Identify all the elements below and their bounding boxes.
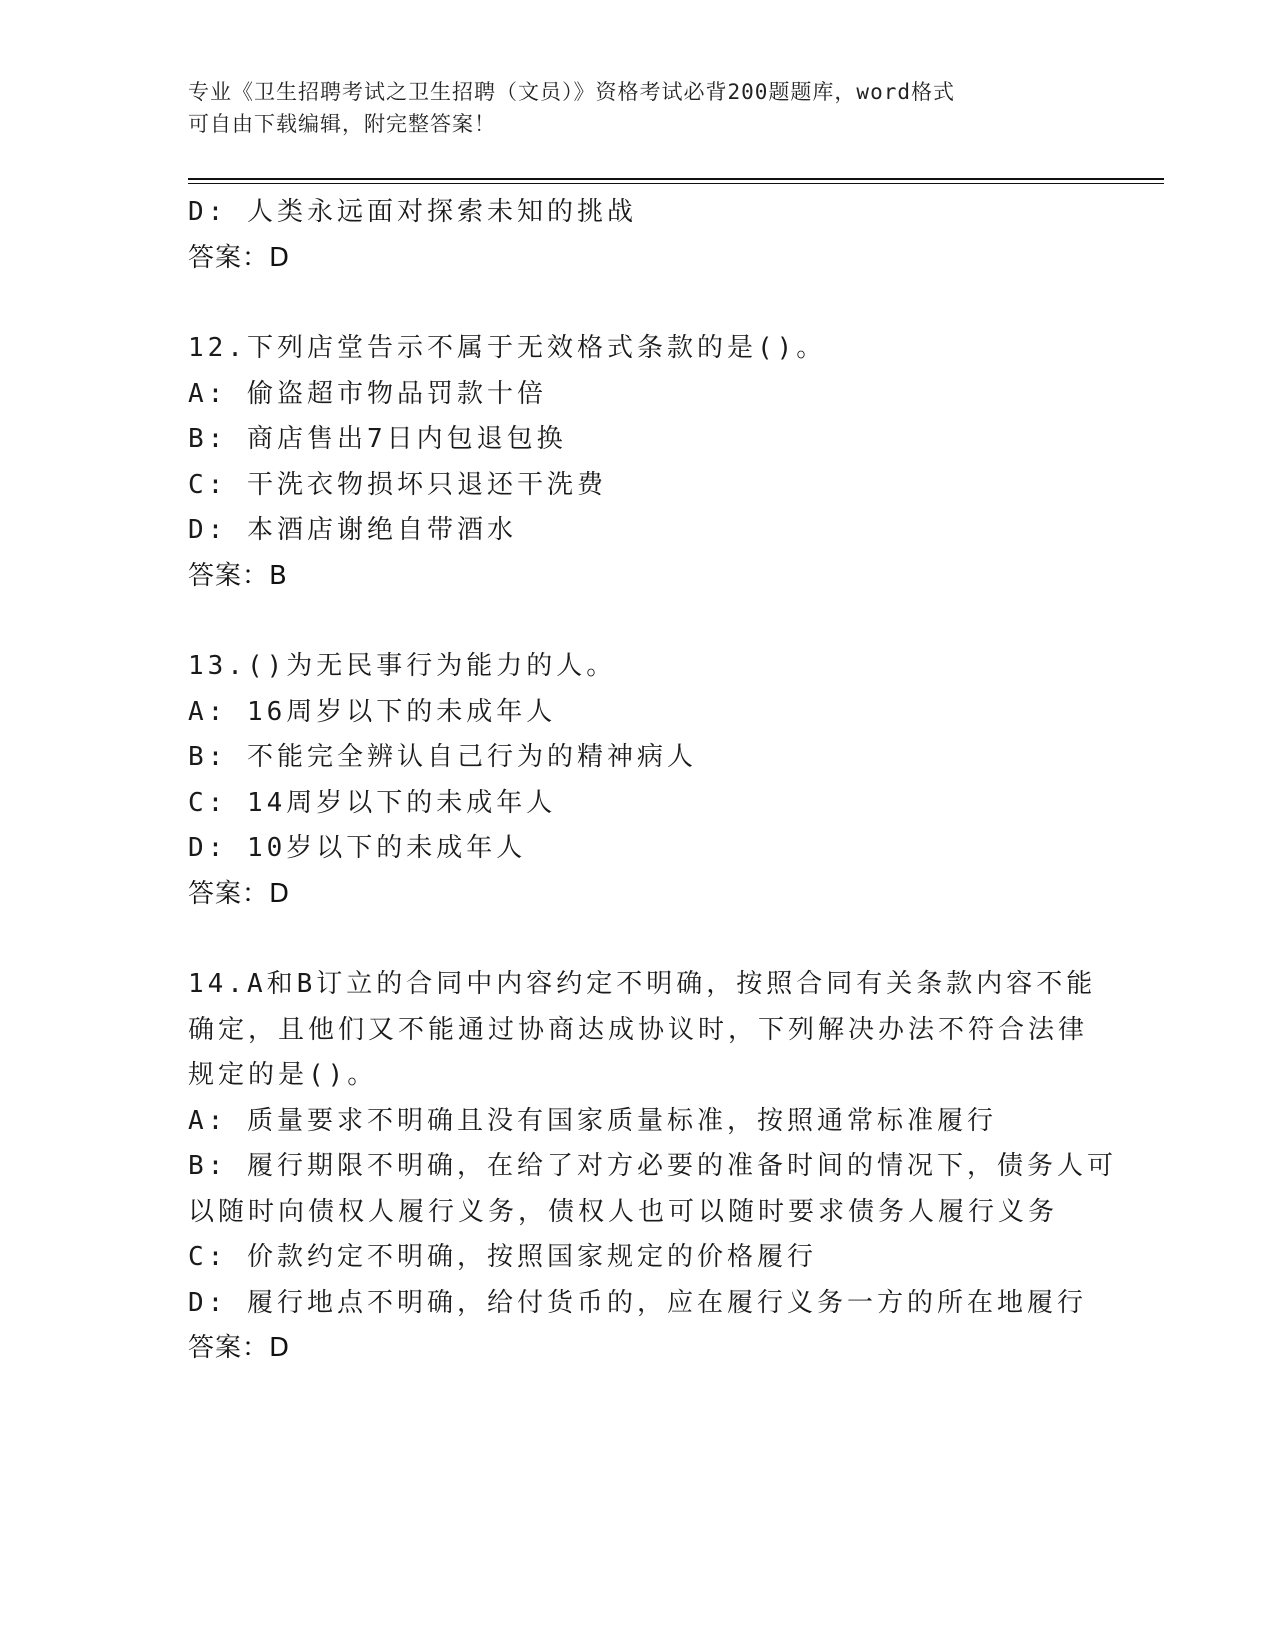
answer-line: 答案：B	[188, 560, 288, 591]
document-body	[188, 190, 1117, 1372]
option-c: C: 干洗衣物损坏只退还干洗费	[188, 469, 607, 500]
option-c: C: 价款约定不明确，按照国家规定的价格履行	[188, 1242, 817, 1272]
question-stem-line-3: 规定的是()。	[188, 1060, 378, 1090]
answer-line: 答案：D	[188, 1333, 291, 1363]
question-12	[188, 326, 1088, 599]
option-c: C: 14周岁以下的未成年人	[188, 787, 557, 818]
option-a: A: 质量要求不明确且没有国家质量标准，按照通常标准履行	[188, 1105, 997, 1136]
option-b-line-2: 以随时向债权人履行义务，债权人也可以随时要求债务人履行义务	[188, 1196, 1059, 1227]
option-d: D: 履行地点不明确，给付货币的，应在履行义务一方的所在地履行	[188, 1287, 1087, 1318]
carryover-question	[188, 190, 1088, 281]
answer-line: 答案：D	[188, 878, 291, 909]
option-d: D: 人类永远面对探索未知的挑战	[188, 197, 637, 227]
option-a: A: 偷盗超市物品罚款十倍	[188, 378, 547, 409]
header-line-1: 专业《卫生招聘考试之卫生招聘（文员）》资格考试必背200题题库，word格式	[188, 80, 955, 104]
option-b: B: 不能完全辨认自己行为的精神病人	[188, 742, 697, 772]
document-header	[188, 76, 1088, 140]
question-stem-line-1: 14.A和B订立的合同中内容约定不明确，按照合同有关条款内容不能	[188, 969, 1097, 999]
answer-line: 答案：D	[188, 242, 291, 273]
header-line-2: 可自由下载编辑，附完整答案！	[188, 112, 496, 136]
option-b-line-1: B: 履行期限不明确，在给了对方必要的准备时间的情况下，债务人可	[188, 1151, 1117, 1181]
option-d: D: 本酒店谢绝自带酒水	[188, 515, 517, 545]
option-b: B: 商店售出7日内包退包换	[188, 424, 567, 454]
question-stem-line-2: 确定，且他们又不能通过协商达成协议时，下列解决办法不符合法律	[188, 1014, 1089, 1045]
question-13	[188, 644, 1088, 917]
header-rule-thin	[188, 183, 1164, 184]
option-d: D: 10岁以下的未成年人	[188, 833, 527, 863]
option-a: A: 16周岁以下的未成年人	[188, 696, 557, 727]
header-rule-thick	[188, 178, 1164, 180]
question-stem: 12.下列店堂告示不属于无效格式条款的是()。	[188, 333, 827, 363]
question-14	[188, 962, 1117, 1372]
question-stem: 13.()为无民事行为能力的人。	[188, 651, 617, 681]
